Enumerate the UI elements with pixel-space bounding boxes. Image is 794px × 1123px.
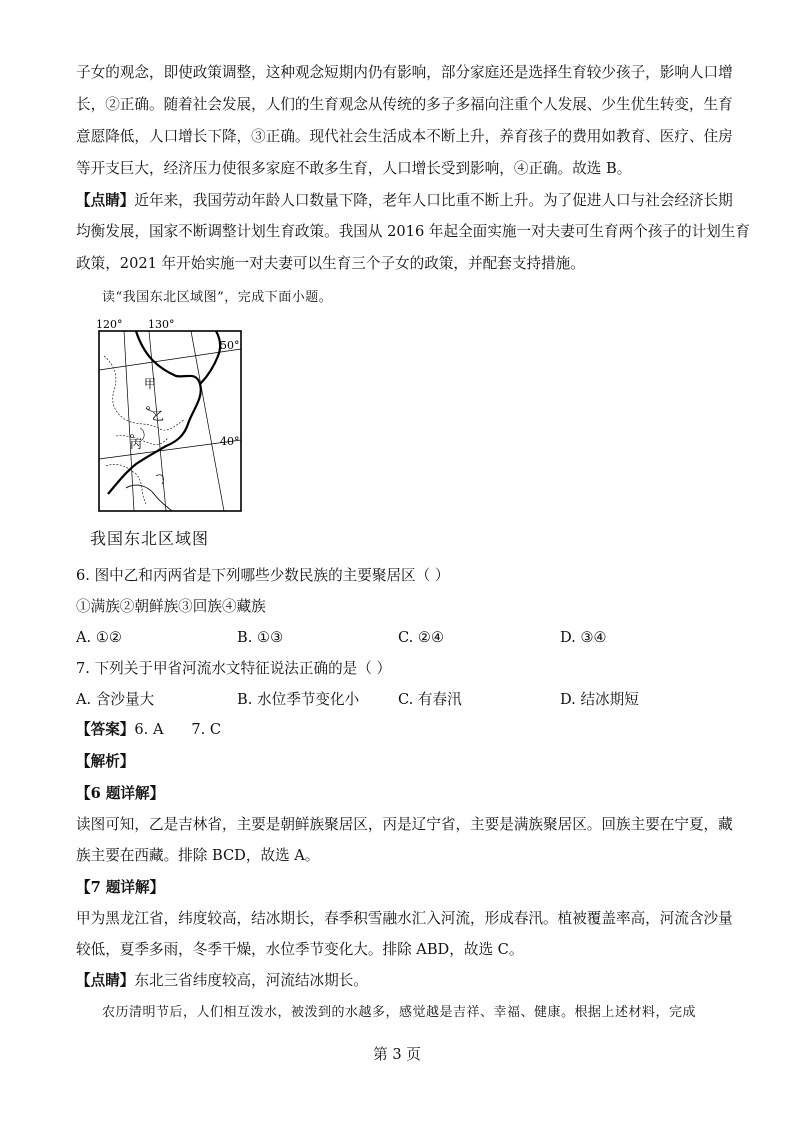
paragraph-line: 均衡发展，国家不断调整计划生育政策。我国从 2016 年起全面实施一对夫妻可生育两个孩子的计划生育 xyxy=(76,223,750,240)
paragraph-line: 等开支巨大，经济压力使很多家庭不敢多生育，人口增长受到影响，④正确。故选 B。 xyxy=(76,160,632,177)
paragraph-line: 较低，夏季多雨，冬季干燥，水位季节变化大。排除 ABD，故选 C。 xyxy=(76,941,524,958)
dianjing-text: 东北三省纬度较高，河流结冰期长。 xyxy=(134,972,368,989)
paragraph-line: 子女的观念，即使政策调整，这种观念短期内仍有影响，部分家庭还是选择生育较少孩子，影响人口增 xyxy=(76,64,733,81)
northeast-china-map xyxy=(96,316,246,516)
dianjing-line xyxy=(76,971,368,991)
dianjing-label: 【点睛】 xyxy=(76,972,135,989)
dianjing-line xyxy=(76,191,733,211)
q7-option-d[interactable]: D. 结冰期短 xyxy=(560,691,639,708)
lon-label-120: 120° xyxy=(96,318,123,331)
q6-option-a[interactable]: A. ①② xyxy=(76,629,122,646)
lat-label-40: 40° xyxy=(220,435,240,448)
q6-option-c[interactable]: C. ②④ xyxy=(398,629,445,646)
paragraph-line: 族主要在西藏。排除 BCD，故选 A。 xyxy=(76,847,320,864)
province-label-yi: 乙 xyxy=(152,409,165,423)
next-question-intro: 农历清明节后，人们相互泼水，被泼到的水越多，感觉越是吉祥、幸福、健康。根据上述材料，完成 xyxy=(102,1005,697,1020)
map-caption: 我国东北区域图 xyxy=(90,529,210,548)
province-label-bing: 丙 xyxy=(130,437,143,451)
paragraph-line: 读图可知，乙是吉林省，主要是朝鲜族聚居区，丙是辽宁省，主要是满族聚居区。回族主要在宁夏，藏 xyxy=(76,816,733,833)
province-label-jia: 甲 xyxy=(144,377,157,391)
detail-7-label: 【7 题详解】 xyxy=(76,879,165,896)
q7-option-a[interactable]: A. 含沙量大 xyxy=(76,691,155,708)
q7-option-b[interactable]: B. 水位季节变化小 xyxy=(237,691,360,708)
answer-label: 【答案】 xyxy=(76,721,135,738)
paragraph-line: 意愿降低，人口增长下降，③正确。现代社会生活成本不断上升，养育孩子的费用如教育、医疗、住房 xyxy=(76,128,733,145)
page-number: 第 3 页 xyxy=(373,1046,421,1063)
lon-label-130: 130° xyxy=(148,318,175,331)
question-6-stem: 6. 图中乙和丙两省是下列哪些少数民族的主要聚居区（ ） xyxy=(76,567,450,584)
paragraph-line: 甲为黑龙江省，纬度较高，结冰期长，春季积雪融水汇入河流，形成春汛。植被覆盖率高，河流含沙量 xyxy=(76,910,733,927)
lat-label-50: 50° xyxy=(220,339,240,352)
map-intro: 读“我国东北区域图”，完成下面小题。 xyxy=(102,290,333,305)
paragraph-line: 长，②正确。随着社会发展，人们的生育观念从传统的多子多福向注重个人发展、少生优生转变，生育 xyxy=(76,96,733,113)
dianjing-label: 【点睛】 xyxy=(76,192,135,209)
q6-option-b[interactable]: B. ①③ xyxy=(237,629,284,646)
dianjing-text: 近年来，我国劳动年龄人口数量下降，老年人口比重不断上升。为了促进人口与社会经济长期 xyxy=(134,192,733,209)
paragraph-line: 政策，2021 年开始实施一对夫妻可以生育三个子女的政策，并配套支持措施。 xyxy=(76,255,585,272)
answer-text: 6. A 7. C xyxy=(134,721,222,738)
question-6-items: ①满族②朝鲜族③回族④藏族 xyxy=(76,598,266,615)
analysis-label: 【解析】 xyxy=(76,753,135,770)
detail-6-label: 【6 题详解】 xyxy=(76,785,165,802)
q7-option-c[interactable]: C. 有春汛 xyxy=(398,691,462,708)
answer-line xyxy=(76,720,221,740)
q6-option-d[interactable]: D. ③④ xyxy=(560,629,607,646)
question-7-stem: 7. 下列关于甲省河流水文特征说法正确的是（ ） xyxy=(76,660,392,677)
